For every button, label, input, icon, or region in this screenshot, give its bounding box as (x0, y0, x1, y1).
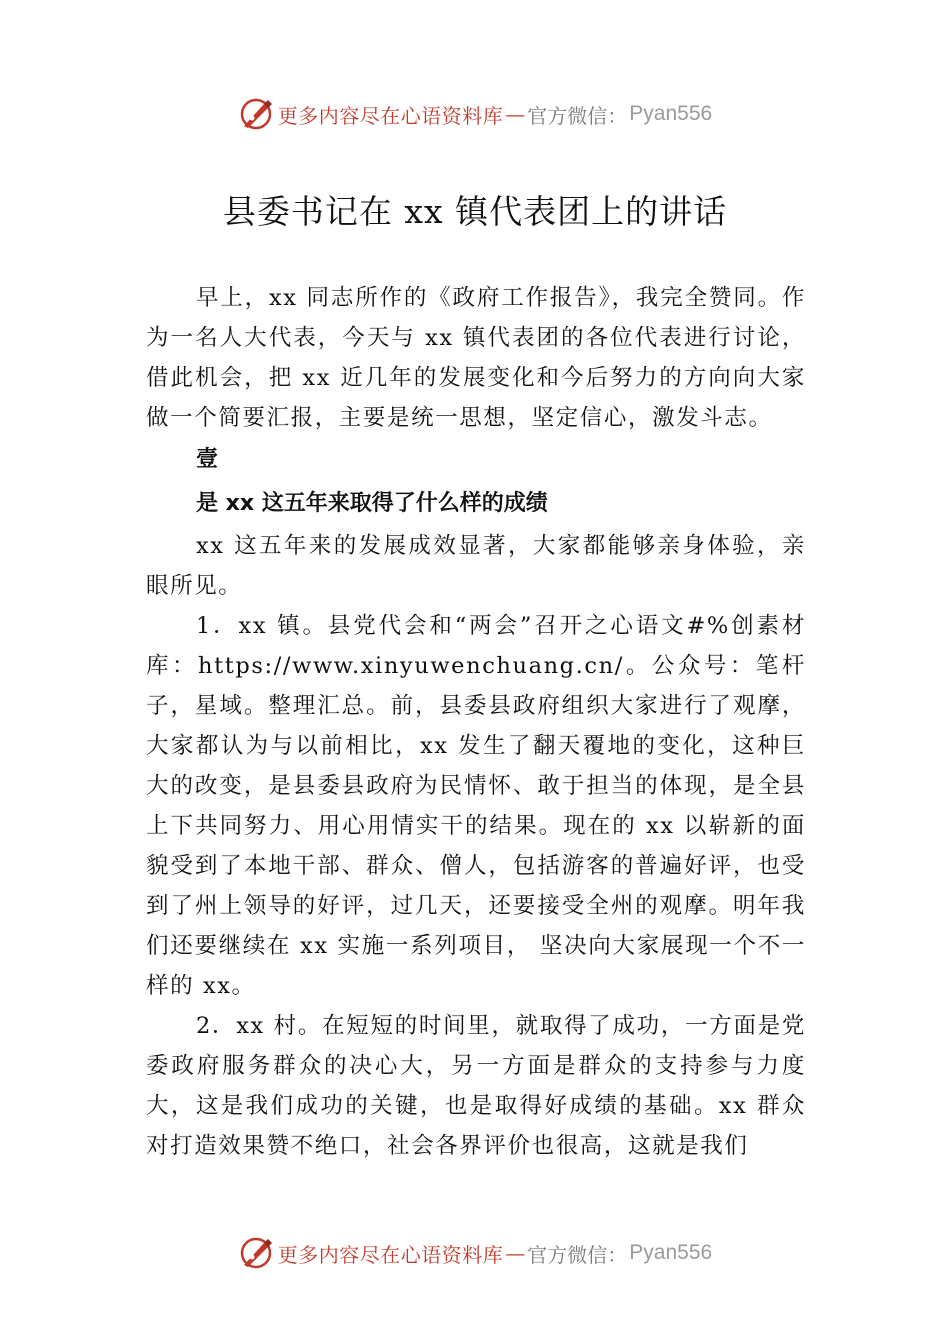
pen-logo-icon (238, 1235, 274, 1271)
intro-paragraph: 早上，xx 同志所作的《政府工作报告》，我完全赞同。作为一名人大代表，今天与 xx 镇代表团的各位代表进行讨论，借此机会，把 xx 近几年的发展变化和今后努力的方向向大家做一个简要汇报，主要是统一思想，坚定信心，激发斗志。 (146, 285, 806, 431)
footer-banner (0, 1233, 950, 1273)
header-banner (0, 94, 950, 134)
banner-wechat-label: 官方微信： (527, 1242, 628, 1267)
banner-text: 更多内容尽在心语资料库 (277, 103, 504, 128)
banner-wechat-label: 官方微信： (527, 103, 628, 128)
document-body (146, 278, 806, 1166)
banner-text: 更多内容尽在心语资料库 (277, 1242, 504, 1267)
banner-separator: — (505, 1241, 526, 1265)
list-item-2: 2．xx 村。在短短的时间里，就取得了成功，一方面是党委政府服务群众的决心大，另一方面是群众的支持参与力度大，这是我们成功的关键，也是取得好成绩的基础。xx 群众对打造效果赞不绝口，社会各界评价也很高，这就是我们 (146, 1013, 806, 1159)
banner-separator: — (505, 102, 526, 126)
banner-wechat-id: Pyan556 (629, 1241, 713, 1264)
list-item-1: 1．xx 镇。县党代会和“两会”召开之心语文#%创素材库：https://www.xinyuwenchuang.cn/。公众号：笔杆子，星域。整理汇总。前，县委县政府组织大家进行了观摩，大家都认为与以前相比，xx 发生了翻天覆地的变化，这种巨大的改变，是县委县政府为民情怀、敢于担当的体现，是全县上下共同努力、用心用情实干的结果。现在的 xx 以崭新的面貌受到了本地干部、群众、僧人，包括游客的普遍好评，也受到了州上领导的好评，过几天，还要接受全州的观摩。明年我们还要继续在 xx 实施一系列项目， 坚决向大家展现一个不一样的 xx。 (146, 613, 806, 999)
document-title: 县委书记在 xx 镇代表团上的讲话 (222, 192, 728, 231)
section-number: 壹 (196, 447, 219, 472)
banner-wechat-id: Pyan556 (629, 102, 713, 125)
pen-logo-icon (238, 96, 274, 132)
section-heading: 是 xx 这五年来取得了什么样的成绩 (196, 491, 548, 516)
section-paragraph: xx 这五年来的发展成效显著，大家都能够亲身体验，亲眼所见。 (146, 533, 806, 599)
